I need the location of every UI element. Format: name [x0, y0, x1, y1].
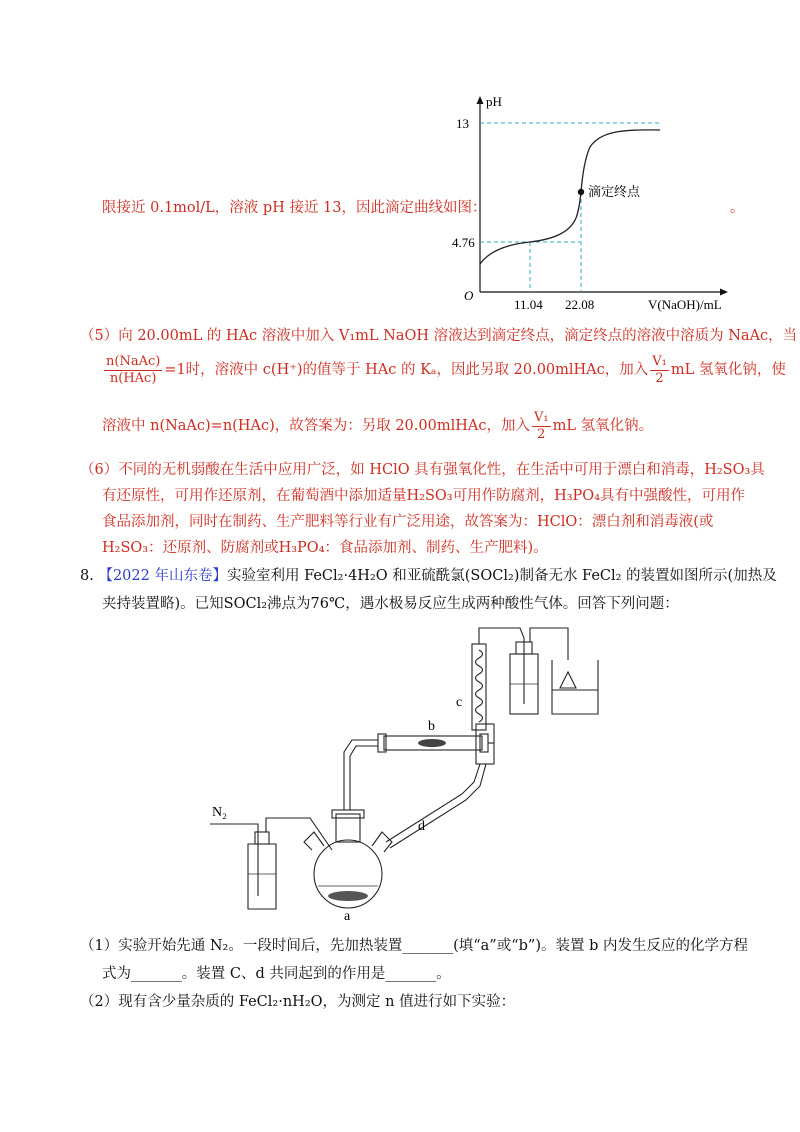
ratio-numerator: n(NaAc)	[106, 353, 161, 369]
y-tick-13: 13	[456, 116, 469, 131]
flask-a-right-neck	[372, 832, 392, 852]
q5-line2	[102, 350, 786, 390]
tube-to-b	[344, 740, 378, 810]
endpoint-marker	[578, 189, 584, 195]
curve-intro-period: 。	[730, 200, 745, 216]
q5-line2a: =1时，溶液中 c(H⁺)的值等于 HAc 的 Kₐ，因此另取 20.00mlHAc，加入	[164, 362, 649, 378]
q2-line1: （2）现有含少量杂质的 FeCl₂·nH₂O，为测定 n 值进行如下实验：	[80, 994, 516, 1010]
solid-in-b	[418, 739, 446, 747]
label-a: a	[344, 909, 351, 924]
q5-line3a: 溶液中 n(NaAc)=n(HAc)，故答案为：另取 20.00mlHAc，加入	[102, 418, 530, 434]
v1-denominator: 2	[655, 370, 664, 386]
q1-line1: （1）实验开始先通 N₂。一段时间后，先加热装置_______(填“a”或“b”)。装置 b 内发生反应的化学方程	[80, 938, 748, 954]
tube-to-b-inner	[350, 746, 378, 810]
v1-numerator-2: V₁	[533, 409, 549, 425]
origin-label: O	[464, 288, 474, 303]
condenser-outlet	[479, 628, 524, 638]
ratio-denominator: n(HAc)	[109, 370, 157, 386]
problem-8-line1	[80, 566, 777, 586]
q5-line2b: mL 氢氧化钠，使	[670, 362, 786, 378]
y-axis-label: pH	[486, 94, 502, 109]
endpoint-label: 滴定终点	[588, 184, 641, 199]
curve-intro-text: 限接近 0.1mol/L，溶液 pH 接近 13，因此滴定曲线如图：	[102, 200, 487, 216]
v1-fraction-2	[532, 410, 551, 443]
condenser-coil	[476, 650, 483, 722]
problem-8-line2: 夹持装置略)。已知SOCl₂沸点为76℃，遇水极易反应生成两种酸性气体。回答下列问题：	[102, 596, 679, 612]
x-tick-1104: 11.04	[514, 297, 543, 312]
titration-chart	[452, 92, 730, 314]
tube-d-inner	[390, 764, 486, 848]
left-bottle-neck	[255, 832, 269, 844]
v1-numerator: V₁	[652, 353, 667, 369]
q6-line3: 食品添加剂，同时在制药、生产肥料等行业有广泛用途，故答案为：HClO：漂白剂和消毒液(或	[102, 514, 714, 530]
q6-line4: H₂SO₃：还原剂、防腐剂或H₃PO₄：食品添加剂、制药、生产肥料)。	[102, 540, 548, 556]
right-bottle-outlet	[530, 628, 568, 660]
q5-line3	[102, 406, 653, 446]
tube-b-left-joint	[378, 734, 386, 752]
label-b: b	[428, 719, 435, 734]
tube-b-right-joint	[480, 734, 488, 752]
problem-8-text1: 实验室利用 FeCl₂·4H₂O 和亚硫酰氯(SOCl₂)制备无水 FeCl₂ 的装置如图所示(加热及	[226, 568, 777, 584]
x-axis-label: V(NaOH)/mL	[648, 297, 722, 312]
problem-source: 【2022 年山东卷】	[98, 568, 227, 584]
q5-line1: （5）向 20.00mL 的 HAc 溶液中加入 V₁mL NaOH 溶液达到滴定终点，滴定终点的溶液中溶质为 NaAc，当	[80, 328, 798, 344]
v1-fraction	[650, 354, 669, 387]
y-axis-arrow	[477, 96, 484, 104]
x-axis-arrow	[720, 289, 728, 296]
left-bottle	[248, 844, 276, 909]
x-tick-2208: 22.08	[565, 297, 595, 312]
problem-number: 8.	[80, 568, 94, 584]
label-n2: N₂	[212, 805, 227, 820]
v1-denominator-2: 2	[537, 426, 546, 442]
tube-d	[386, 764, 480, 842]
funnel	[560, 672, 576, 688]
solid-in-a	[328, 891, 368, 901]
apparatus-diagram	[200, 624, 620, 924]
y-tick-476: 4.76	[452, 235, 475, 250]
q6-line1: （6）不同的无机弱酸在生活中应用广泛，如 HClO 具有强氧化性，在生活中可用于漂白和消毒，H₂SO₃具	[80, 462, 765, 478]
condenser-c	[472, 644, 486, 730]
label-c: c	[456, 695, 463, 710]
q1-line2: 式为_______。装置 C、d 共同起到的作用是_______。	[102, 966, 451, 982]
label-d: d	[418, 819, 425, 834]
q5-line3b: mL 氢氧化钠。	[552, 418, 654, 434]
q6-line2: 有还原性，可用作还原剂，在葡萄酒中添加适量H₂SO₃可用作防腐剂，H₃PO₄具有中强酸性，可用作	[102, 488, 746, 504]
ratio-fraction	[104, 354, 162, 387]
